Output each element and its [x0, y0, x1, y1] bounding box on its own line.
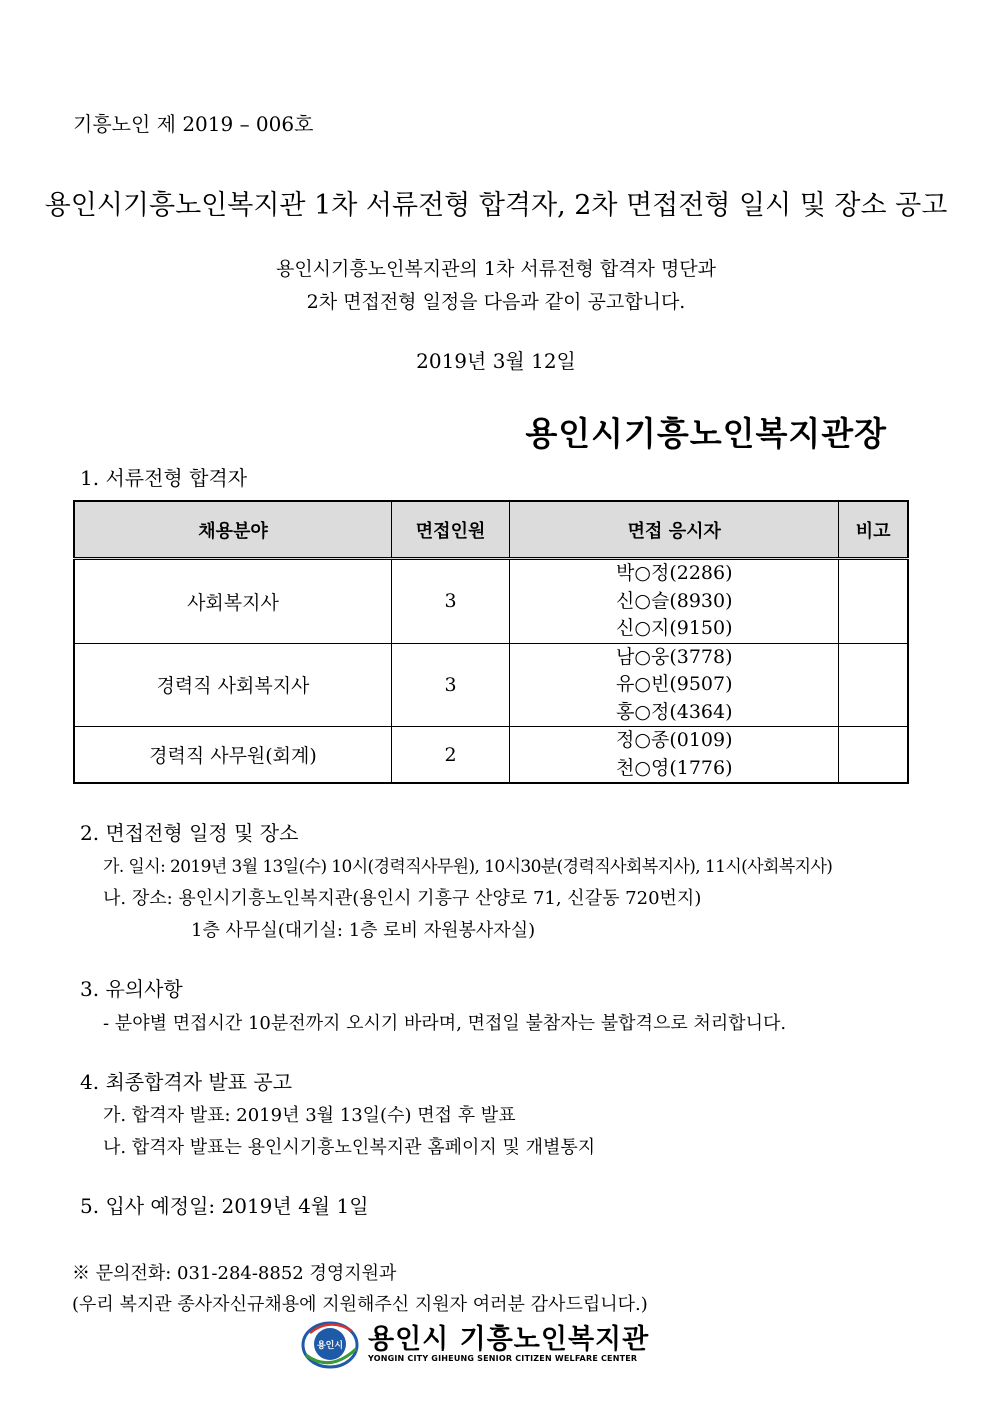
- candidate: 유○빈(9507): [616, 673, 733, 695]
- interview-place-line: 나. 장소: 용인시기흥노인복지관(용인시 기흥구 산양로 71, 신갈동 720번지): [103, 888, 702, 909]
- field-cell: 경력직 사회복지사: [74, 643, 391, 727]
- document-title: 용인시기흥노인복지관 1차 서류전형 합격자, 2차 면접전형 일시 및 장소 공고: [44, 190, 948, 221]
- candidates-cell: [510, 643, 839, 727]
- section2-heading: 2. 면접전형 일정 및 장소: [80, 821, 299, 845]
- candidate: 정○종(0109): [616, 729, 733, 751]
- header-note: 비고: [839, 501, 908, 559]
- contact-line: ※ 문의전화: 031-284-8852 경영지원과: [72, 1263, 397, 1284]
- announcement-date: 2019년 3월 12일: [416, 349, 576, 373]
- section5-heading: 5. 입사 예정일: 2019년 4월 1일: [80, 1194, 369, 1218]
- interview-room-line: 1층 사무실(대기실: 1층 로비 자원봉사자실): [191, 920, 536, 941]
- header-field: 채용분야: [74, 501, 391, 559]
- candidate: 신○지(9150): [616, 617, 733, 639]
- organization-logo: [300, 1315, 660, 1371]
- intro-line-2: 2차 면접전형 일정을 다음과 같이 공고합니다.: [306, 291, 686, 313]
- result-notice-line: 나. 합격자 발표는 용인시기흥노인복지관 홈페이지 및 개별통지: [103, 1137, 596, 1158]
- count-cell: 2: [391, 727, 509, 784]
- logo-english-name: YONGIN CITY GIHEUNG SENIOR CITIZEN WELFARE CENTER: [368, 1354, 638, 1363]
- section4-heading: 4. 최종합격자 발표 공고: [80, 1070, 293, 1094]
- field-cell: 경력직 사무원(회계): [74, 727, 391, 784]
- candidates-cell: [510, 559, 839, 644]
- thanks-line: (우리 복지관 종사자신규채용에 지원해주신 지원자 여러분 감사드립니다.): [72, 1294, 648, 1315]
- field-cell: 사회복지사: [74, 559, 391, 644]
- result-announcement-line: 가. 합격자 발표: 2019년 3월 13일(수) 면접 후 발표: [103, 1105, 516, 1126]
- candidates-cell: [510, 727, 839, 784]
- document-number: 기흥노인 제 2019 – 006호: [73, 112, 314, 136]
- candidate: 천○영(1776): [616, 756, 733, 779]
- header-candidates: 면접 응시자: [510, 501, 839, 559]
- table-row: [74, 643, 908, 727]
- candidate: 박○정(2286): [616, 562, 733, 584]
- logo-badge-text: 용인시: [316, 1341, 344, 1351]
- table-row: [74, 727, 908, 784]
- table-header-row: [74, 501, 908, 559]
- interview-date-line: 가. 일시: 2019년 3월 13일(수) 10시(경력직사무원), 10시30분(경력직사회복지사), 11시(사회복지사): [103, 857, 833, 877]
- count-cell: 3: [391, 643, 509, 727]
- candidate: 남○웅(3778): [616, 645, 733, 668]
- table-row: [74, 559, 908, 644]
- issuer-name: 용인시기흥노인복지관장: [525, 414, 887, 453]
- logo-wordmark: 용인시 기흥노인복지관: [368, 1324, 650, 1355]
- count-cell: 3: [391, 559, 509, 644]
- note-cell: [839, 643, 908, 727]
- intro-line-1: 용인시기흥노인복지관의 1차 서류전형 합격자 명단과: [275, 258, 717, 280]
- section1-heading: 1. 서류전형 합격자: [80, 466, 248, 490]
- logo-emblem-icon: [300, 1315, 360, 1371]
- note-cell: [839, 559, 908, 644]
- candidate: 홍○정(4364): [616, 700, 733, 723]
- candidate: 신○슬(8930): [616, 589, 733, 612]
- applicants-table: [73, 500, 909, 784]
- caution-note: - 분야별 면접시간 10분전까지 오시기 바라며, 면접일 불참자는 불합격으로 처리합니다.: [103, 1013, 787, 1034]
- section3-heading: 3. 유의사항: [80, 977, 183, 1001]
- note-cell: [839, 727, 908, 784]
- header-count: 면접인원: [391, 501, 509, 559]
